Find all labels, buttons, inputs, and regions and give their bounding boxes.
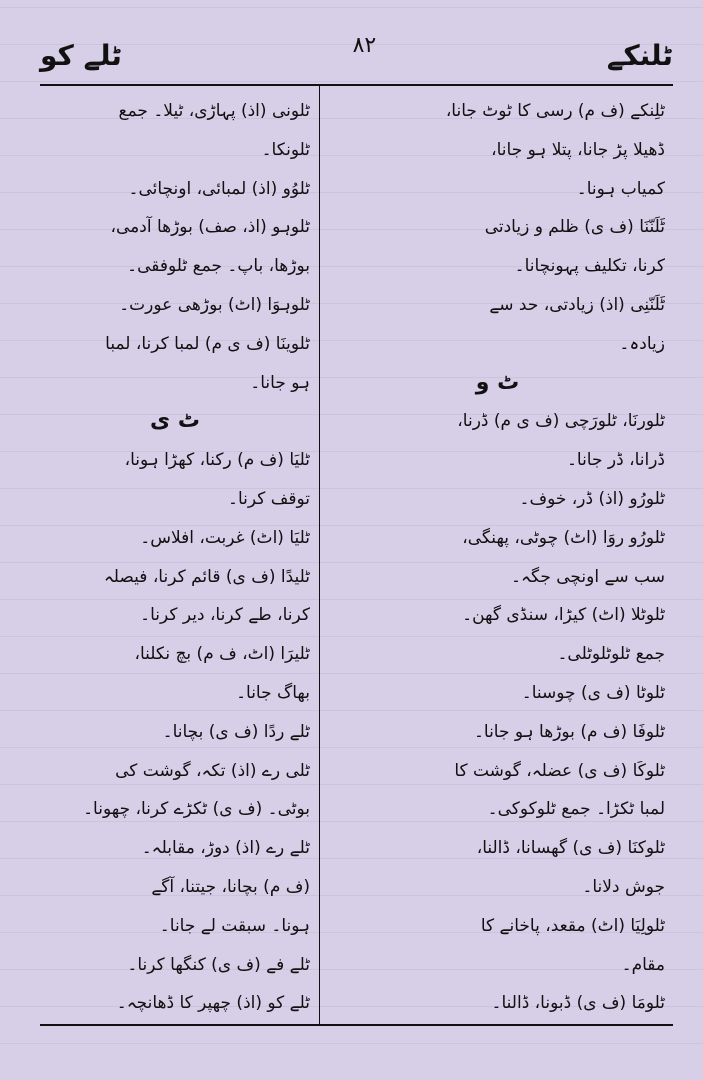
dictionary-line: ٹلوکَا (ف ی) عضلہ، گوشت کا: [454, 760, 665, 781]
dictionary-line: ٹلیَا (اٹ) غربت، افلاس۔: [140, 527, 310, 548]
dictionary-line: بوٹی۔ (ف ی) ٹکڑے کرنا، چھونا۔: [83, 799, 310, 820]
dictionary-line: ٹلی رے (اذ) تکہ، گوشت کی: [115, 760, 310, 781]
header-right-word: ٹلنکے: [606, 38, 673, 72]
dictionary-line: ٹلوُو (اذ) لمبائی، اونچائی۔: [128, 178, 310, 199]
dictionary-line: ٹلیدًا (ف ی) قائم کرنا، فیصلہ: [103, 566, 310, 587]
dictionary-line: ٹلوہو (اذ، صف) بوڑھا آدمی،: [110, 217, 310, 238]
left-column: [40, 92, 310, 1022]
dictionary-line: ٹلوفَا (ف م) بوڑھا ہو جانا۔: [473, 721, 665, 742]
dictionary-line: ڈھیلا پڑ جانا، پتلا ہو جانا،: [491, 139, 665, 160]
dictionary-line: مقام۔: [621, 954, 665, 975]
dictionary-line: ٹلوکنَا (ف ی) گھسانا، ڈالنا،: [476, 838, 665, 859]
dictionary-line: (ف م) بچانا، جیتنا، آگے: [151, 876, 310, 897]
dictionary-line: ٹلے فے (ف ی) کنگھا کرنا۔: [127, 954, 310, 975]
dictionary-line: کمیاب ہونا۔: [576, 178, 665, 199]
dictionary-line: ٹلوٹلا (اٹ) کیڑا، سنڈی گھن۔: [462, 605, 665, 626]
header-left-word: ٹلے کو: [40, 38, 122, 72]
dictionary-line: ٹلورُو (اذ) ڈر، خوف۔: [519, 488, 665, 509]
dictionary-line: ڈرانا، ڈر جانا۔: [566, 450, 665, 471]
dictionary-line: ٹلولِیَا (اٹ) مقعد، پاخانے کا: [480, 915, 665, 936]
dictionary-line: ہونا۔ سبقت لے جانا۔: [159, 915, 310, 936]
dictionary-line: ٹلومَا (ف ی) ڈبونا، ڈالنا۔: [491, 993, 665, 1014]
dictionary-line: بوڑھا، باپ۔ جمع ٹلوفقی۔: [127, 256, 310, 277]
dictionary-line: توقف کرنا۔: [228, 488, 310, 509]
dictionary-line: ٹ و: [475, 369, 520, 395]
dictionary-line: کرنا، طے کرنا، دیر کرنا۔: [140, 605, 310, 626]
dictionary-line: ٹ ی: [150, 408, 200, 434]
dictionary-line: ٹلوینَا (ف ی م) لمبا کرنا، لمبا: [105, 333, 310, 354]
bottom-rule: [40, 1024, 673, 1026]
dictionary-line: ٹلے کو (اذ) چھپر کا ڈھانچہ۔: [116, 993, 310, 1014]
dictionary-line: جوش دلانا۔: [582, 876, 665, 897]
dictionary-line: ٹَلَنّنَا (ف ی) ظلم و زیادتی: [484, 217, 665, 238]
dictionary-line: سب سے اونچی جگہ۔: [511, 566, 665, 587]
top-rule: [40, 84, 673, 86]
dictionary-line: ٹلورُو روَا (اٹ) چوٹی، پھنگی،: [462, 527, 665, 548]
dictionary-line: ٹلوہوَا (اٹ) بوڑھی عورت۔: [119, 294, 310, 315]
dictionary-line: ٹلونی (اذ) پہاڑی، ٹیلا۔ جمع: [118, 101, 310, 121]
dictionary-line: ٹلیَا (ف م) رکنا، کھڑا ہونا،: [124, 450, 310, 471]
page-header: [40, 30, 673, 80]
dictionary-line: ٹلورنَا، ٹلورَچی (ف ی م) ڈرنا،: [457, 411, 665, 432]
dictionary-line: زیادہ۔: [619, 333, 665, 354]
dictionary-line: کرنا، تکلیف پہونچانا۔: [514, 256, 665, 277]
dictionary-line: ٹلوٹا (ف ی) چوسنا۔: [521, 682, 665, 703]
dictionary-line: جمع ٹلوٹلوٹلی۔: [557, 644, 665, 665]
dictionary-line: ٹَلَنّنِی (اذ) زیادتی، حد سے: [489, 294, 665, 315]
dictionary-line: بھاگ جانا۔: [236, 682, 310, 703]
dictionary-line: ٹلیرَا (اٹ، ف م) بچ نکلنا،: [134, 644, 310, 665]
dictionary-line: لمبا ٹکڑا۔ جمع ٹلوکوکی۔: [487, 799, 665, 820]
right-column: [330, 92, 665, 1022]
dictionary-line: ٹلونکا۔: [261, 139, 310, 160]
page-number: ۸۲: [352, 32, 377, 58]
column-divider: [319, 84, 320, 1024]
dictionary-line: ہو جانا۔: [250, 372, 310, 393]
dictionary-line: ٹلِنکے (ف م) رسی کا ٹوٹ جانا،: [445, 101, 665, 121]
dictionary-line: ٹلے رے (اذ) دوڑ، مقابلہ۔: [141, 838, 310, 859]
dictionary-line: ٹلے ردًا (ف ی) بچانا۔: [162, 721, 310, 742]
